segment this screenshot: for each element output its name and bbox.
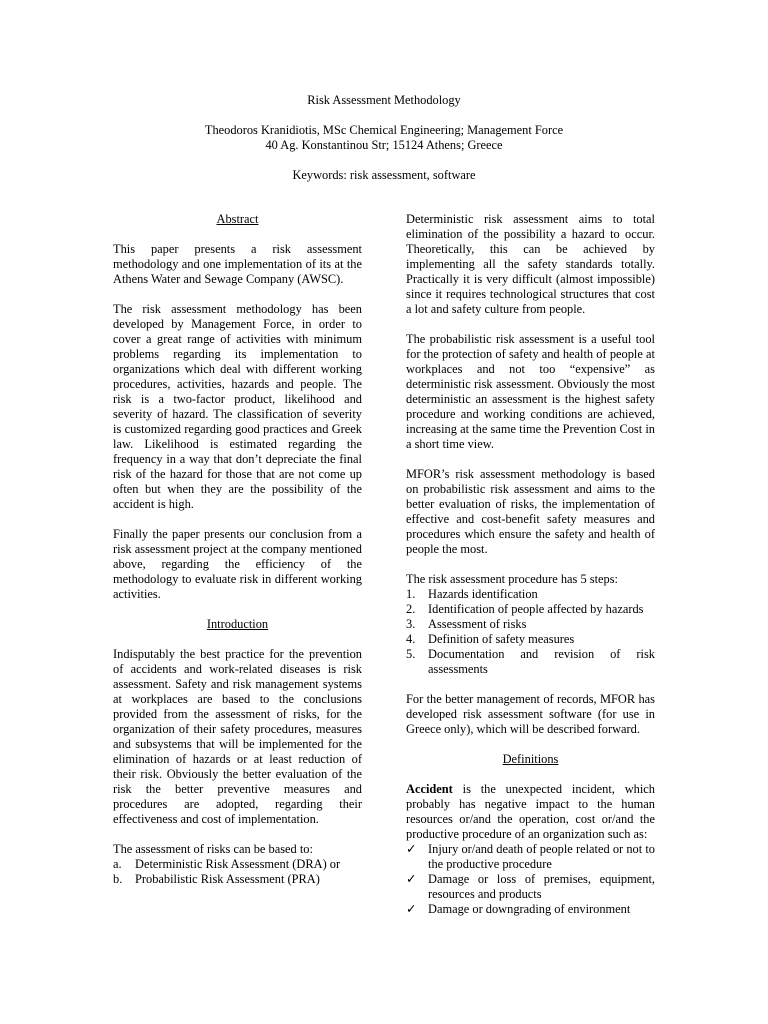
- abstract-paragraph-2: The risk assessment methodology has been developed by Management Force, in order to cover a great range of activities with minimum problems regarding its implementation to organizations which deal with different working procedures, activities, hazards and people. The risk is a two-factor product, likelihood and severity of hazard. The classification of severity is customized regarding good practices and Greek law. Likelihood is estimated regarding the frequency in a way that don’t depreciate the final risk of the hazard for those that are not come up often but when they are the possibility of the accident is high.: [113, 302, 362, 511]
- paper-header: [0, 93, 768, 183]
- right-column: [406, 212, 655, 932]
- list-item: [406, 647, 655, 677]
- accident-term: Accident: [406, 782, 453, 796]
- keywords-line: Keywords: risk assessment, software: [292, 168, 476, 182]
- list-marker: b.: [113, 872, 123, 886]
- list-item: [406, 617, 655, 632]
- left-column: [113, 212, 362, 902]
- accident-definition-text: is the unexpected incident, which probably has negative impact to the human resources or/and the operation, cost or/and the productive procedure of an organization such as:: [406, 782, 655, 841]
- assessment-basis-list: [113, 857, 362, 887]
- introduction-paragraph-2: The assessment of risks can be based to:: [113, 842, 313, 856]
- mfor-methodology-paragraph: MFOR’s risk assessment methodology is based on probabilistic risk assessment and aims to the better evaluation of risks, the implementation of effective and cost-benefit safety measures and procedures which ensure the safety and health of people the most.: [406, 467, 655, 556]
- list-marker: 3.: [406, 617, 416, 631]
- list-marker: 1.: [406, 587, 416, 601]
- list-item-text: Damage or loss of premises, equipment, resources and products: [428, 872, 655, 901]
- list-item: [406, 632, 655, 647]
- deterministic-paragraph: Deterministic risk assessment aims to total elimination of the possibility a hazard to occur. Theoretically, this can be achieved by implementing all the safety standards totally. Practically it is very difficult (almost impossible) since it requires technological structures that cost a lot and safety culture from people.: [406, 212, 655, 316]
- checkmark-icon: ✓: [406, 842, 417, 856]
- list-item-text: Assessment of risks: [428, 617, 527, 631]
- list-item: [406, 602, 655, 617]
- abstract-paragraph-1: This paper presents a risk assessment methodology and one implementation of its at the Athens Water and Sewage Company (AWSC).: [113, 242, 362, 286]
- probabilistic-paragraph: The probabilistic risk assessment is a useful tool for the protection of safety and health of people at workplaces and not too “expensive” as deterministic risk assessment. Obviously the most deterministic an assessment is the highest safety procedure and working conditions are achieved, increasing at the same time the Prevention Cost in a short time view.: [406, 332, 655, 451]
- list-item-text: Definition of safety measures: [428, 632, 575, 646]
- list-item-text: Documentation and revision of risk assessments: [428, 647, 655, 676]
- accident-consequences-list: [406, 842, 655, 917]
- introduction-paragraph-1: Indisputably the best practice for the prevention of accidents and work-related diseases is risk assessment. Safety and risk management systems at workplaces are based to the conclusions provided from the assessment of risks, for the organization of their safety procedures, measures and subsystems that will be implemented for the elimination of hazards or at least reduction of their risk. Obviously the better evaluation of the risk the better preventive measures and procedures are adopted, regarding their effectiveness and cost of implementation.: [113, 647, 362, 826]
- list-marker: 4.: [406, 632, 416, 646]
- paper-title: Risk Assessment Methodology: [307, 93, 461, 107]
- list-item: [113, 872, 362, 887]
- definitions-heading: Definitions: [502, 752, 559, 766]
- accident-definition: [406, 782, 655, 842]
- software-paragraph: For the better management of records, MFOR has developed risk assessment software (for use in Greece only), which will be described forward.: [406, 692, 655, 736]
- list-item: [113, 857, 362, 872]
- list-marker: a.: [113, 857, 122, 871]
- address-line: 40 Ag. Konstantinou Str; 15124 Athens; Greece: [265, 138, 503, 152]
- author-line: Theodoros Kranidiotis, MSc Chemical Engineering; Management Force: [204, 123, 564, 137]
- list-item: [406, 587, 655, 602]
- steps-list: [406, 587, 655, 677]
- list-item-text: Deterministic Risk Assessment (DRA) or: [135, 857, 341, 871]
- list-item-text: Probabilistic Risk Assessment (PRA): [135, 872, 320, 886]
- checkmark-icon: ✓: [406, 902, 417, 916]
- list-item-text: Damage or downgrading of environment: [428, 902, 631, 916]
- list-item: [406, 842, 655, 872]
- list-item-text: Identification of people affected by hazards: [428, 602, 644, 616]
- list-item-text: Hazards identification: [428, 587, 538, 601]
- list-item: [406, 872, 655, 902]
- checkmark-icon: ✓: [406, 872, 417, 886]
- list-marker: 2.: [406, 602, 416, 616]
- list-item: [406, 902, 655, 917]
- abstract-paragraph-3: Finally the paper presents our conclusion from a risk assessment project at the company mentioned above, regarding the efficiency of the methodology to evaluate risk in different working activities.: [113, 527, 362, 601]
- abstract-heading: Abstract: [216, 212, 259, 226]
- list-marker: 5.: [406, 647, 416, 661]
- introduction-heading: Introduction: [206, 617, 269, 631]
- list-item-text: Injury or/and death of people related or not to the productive procedure: [428, 842, 655, 871]
- steps-intro: The risk assessment procedure has 5 steps:: [406, 572, 618, 586]
